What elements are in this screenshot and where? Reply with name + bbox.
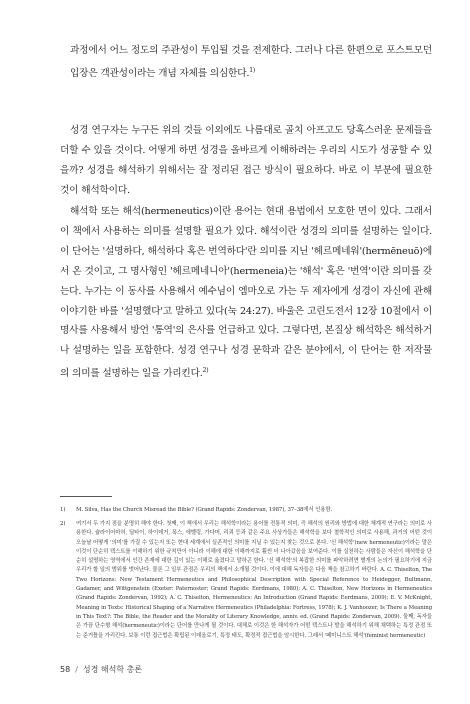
paragraph-text: 과정에서 어느 정도의 주관성이 투입될 것을 전제한다. 그러나 다른 한편으로 포스트모던 입장은 객관성이라는 개념 자체를 의심한다. — [70, 45, 432, 80]
footnote-divider — [60, 496, 112, 497]
footnote-text: 여기서 두 가지 점을 분명히 해야 한다. 첫째, 이 책에서 우리는 해석학이라는 용어를 전통적 의미, 즉 해석의 원리와 방법에 대한 체계적 연구라는 의미로 사용한다. 슐라이어마허, 딜타이, 하이데거, 폭스, 에벨링, 가다머, 리쾨 등과 같은 주요 사상가들은 해석학을 보다 철학적인 의미로 사용해, 과거의 어떤 것이 오늘날 어떻게 '의미'를 가질 수 있는지 또는 현대 세계에서 실존적인 의미를 지닐 수 있는지 찾는 것으로 본다. '신 해석학'(new hermeneutic)이라는 말은 이것이 단순히 텍스트를 이해하기 위한 규칙만이 아니라 이해에 대한 이해까지로 훨씬 더 나아갔음을 보여준다. 이를 실천하는 사람들은 자신이 해석학을 단순히 설명하는 영역에서 인간 존재에 대한 깊이 있는 이해로 옮겼다고 말하곤 한다. '신 해석학'의 복잡한 의미를 파악하려면 별개의 논의가 필요하기에 지금 우리가 할 일의 범위를 벗어난다. 물론 그 일부 관점은 우리의 책에서 소개될 것이다. 이에 대해 독자들은 다음 책을 참고하기 바란다. A. C. Thiselton, The Two Horizons: New Testament Hermeneutics and Philosophical Description with Special Reference to Heidegger, Bultmann, Gadamer, and Wittgenstein (Exeter: Paternoster; Grand Rapids: Eerdmans, 1980); A. C. Thiselton, New Horizons in Hermeneutics (Grand Rapids: Zondervan, 1992); A. C. Thiselton, Hermeneutics: An Introduction (Grand Rapids: Eerdmans, 2009); E. V. McKnight, Meaning in Texts: Historical Shaping of a Narrative Hermeneutics (Philadelphia: Fortress, 1978); K. J. Vanhoozer, Is There a Meaning in This Text?: The Bible, the Reader and the Morality of Literary Knowledge, anniv. ed. (Grand Rapids: Zondervan, 2009). 둘째, 독자들은 가끔 단수형 해석(hermeneutic)이라는 단어를 만나게 될 것이다. 대체로 이것은 한 해석자가 어떤 텍스트나 발을 해석하기 위해 채택하는 특정 관점 또는 준거틀을 가리킨다. 보통 이런 접근법은 확립된 이데올로기, 특정 태도, 확정적 접근법을 암시한다. 그래서 '페미니스트 해석'(feminist hermeneutic) — [76, 521, 432, 639]
running-title: 성경 해석학 총론 — [82, 665, 143, 674]
paragraph-2 — [60, 121, 432, 201]
paragraph-text: 해석학 또는 해석(hermeneutics)이란 용어는 현대 용법에서 모호한 면이 있다. 그래서 이 책에서 사용하는 의미를 설명할 필요가 있다. 해석이란 성경의 의미를 설명하는 일이다. 이 단어는 '설명하다, 해석하다 혹은 번역하다'란 의미를 지닌 '헤르메네워'(hermēneuō)에서 온 것이고, 그 명사형인 '헤르메네니아'(hermeneia)는 '해석' 혹은 '번역'이란 의미를 갖는다. 누가는 이 동사를 사용해서 예수님이 엠마오로 가는 두 제자에게 성경이 자신에 관해 이야기한 바를 '설명했다'고 말하고 있다(눅 24:27). 바울은 고린도전서 12장 10절에서 이 명사를 사용해서 방언 '통역'의 은사를 언급하고 있다. 그렇다면, 본질상 해석학은 해석하거나 설명하는 일을 포함한다. 성경 연구나 성경 문학과 같은 분야에서, 이 단어는 한 저작물의 의미를 설명하는 일을 가리킨다. — [60, 206, 432, 380]
footnote-text: M. Silva, Has the Church Misread the Bible? (Grand Rapids: Zondervan, 1987), 37–38에서 인용함. — [76, 507, 333, 513]
page-footer — [60, 664, 142, 675]
footnote-1 — [60, 506, 432, 515]
footnote-ref-1[interactable]: 1) — [249, 66, 256, 74]
footnote-2 — [60, 520, 432, 641]
paragraph-continued — [60, 41, 432, 84]
footnote-number: 2) — [60, 521, 66, 527]
footnote-ref-2[interactable]: 2) — [202, 367, 209, 375]
paragraph-text: 성경 연구자는 누구든 위의 것들 이외에도 나름대로 골치 아프고도 당혹스러운 문제들을 더할 수 있을 것이다. 어떻게 하면 성경을 올바르게 이해하려는 우리의 시도가 성공할 수 있을까? 성경을 해석하기 위해서는 잘 정리된 접근 방식이 필요하다. 바로 이 부분에 필요한 것이 해석학이다. — [60, 125, 432, 196]
paragraph-3 — [60, 202, 432, 384]
footer-separator: / — [75, 665, 78, 674]
page-number: 58 — [60, 665, 71, 674]
footnote-number: 1) — [60, 507, 66, 513]
